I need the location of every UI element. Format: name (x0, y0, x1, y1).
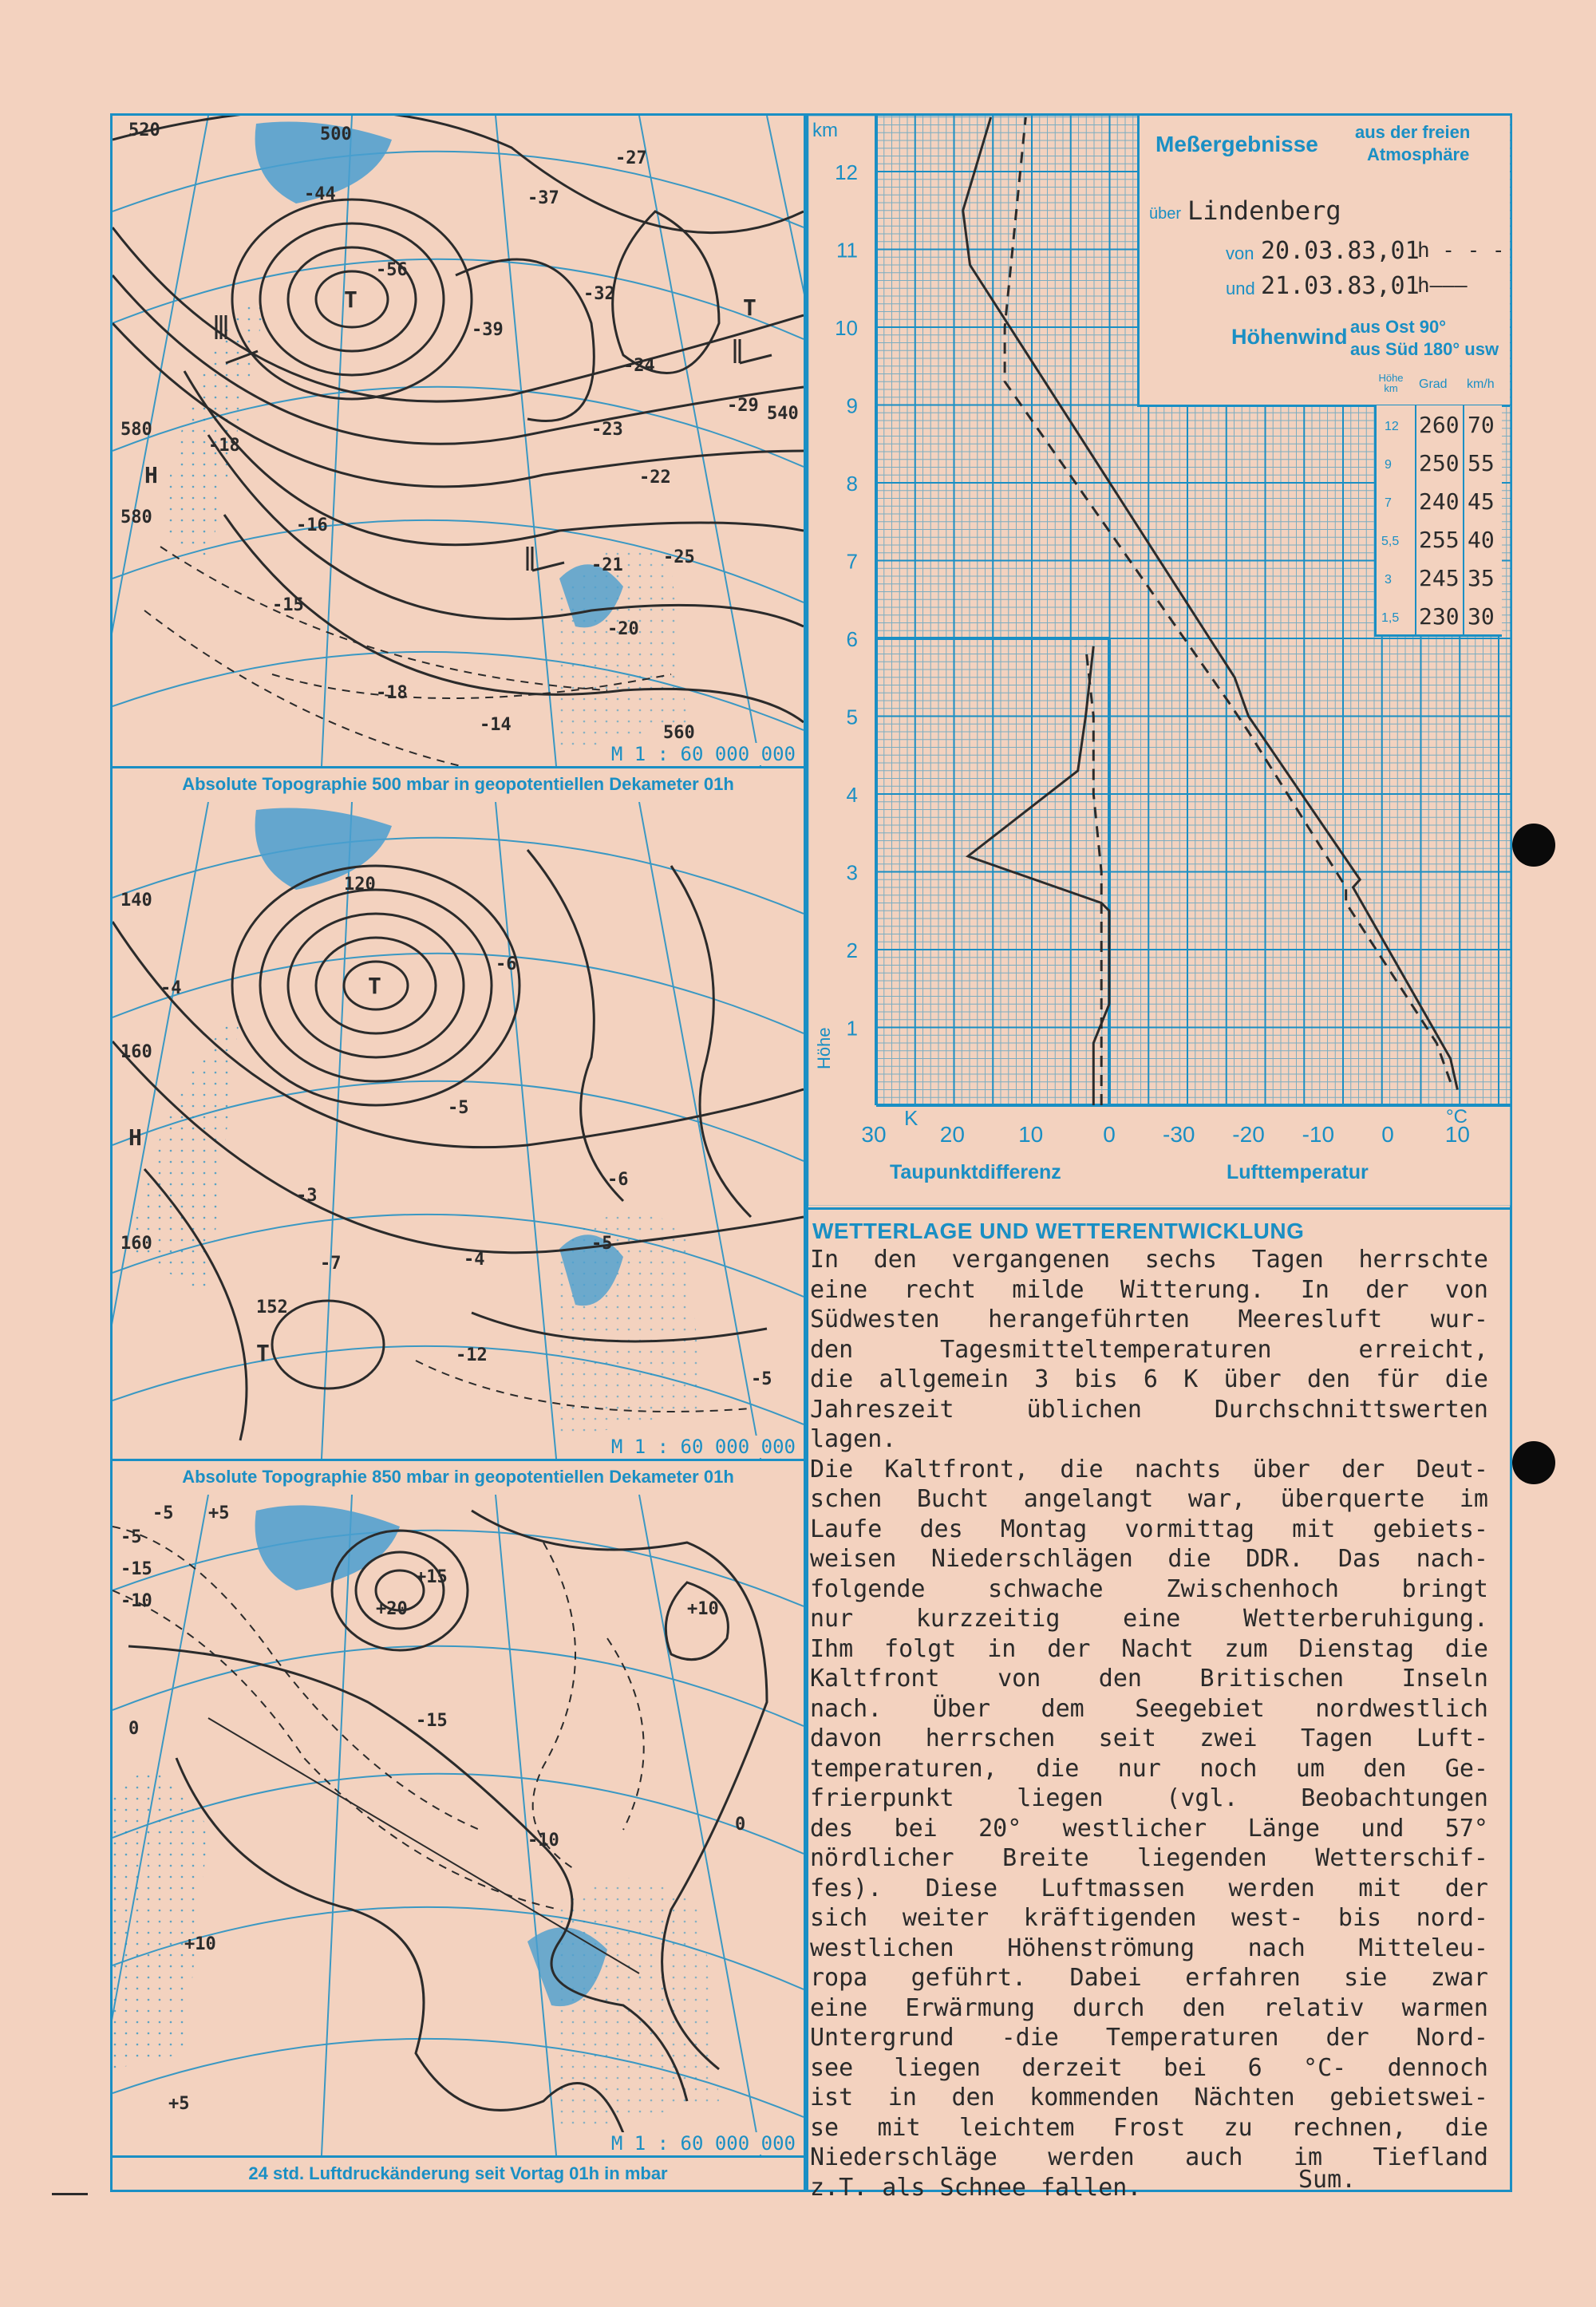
map-850mbar-caption: Absolute Topographie 850 mbar in geopotentiellen Dekameter 01h (113, 1459, 804, 1493)
svg-text:-18: -18 (376, 683, 408, 703)
wind-row (1377, 405, 1502, 444)
svg-text:160: 160 (120, 1042, 152, 1062)
binder-hole-bottom (1512, 1441, 1555, 1484)
svg-text:500: 500 (320, 124, 352, 144)
header-title: Meßergebnisse (1156, 132, 1318, 156)
svg-text:-22: -22 (639, 468, 671, 488)
text-section-divider (806, 1207, 1512, 1210)
svg-text:0: 0 (128, 1719, 140, 1739)
signature: Sum. (1298, 2166, 1357, 2194)
x-tick-dewpoint: 10 (1018, 1122, 1044, 1147)
col-kmh-header: km/h (1467, 377, 1495, 391)
svg-text:+5: +5 (208, 1503, 230, 1523)
svg-text:-7: -7 (320, 1254, 342, 1274)
svg-text:H: H (144, 462, 158, 488)
svg-text:-16: -16 (296, 516, 328, 535)
svg-text:-56: -56 (376, 260, 408, 280)
wind-title: Höhenwind (1231, 325, 1348, 349)
text-line: Ihm folgt in der Nacht zum Dienstag die (810, 1634, 1488, 1663)
text-line: ropa geführt. Dabei erfahren sie zwar (810, 1964, 1488, 1992)
text-line: den Tagesmitteltemperaturen erreicht, (810, 1335, 1488, 1364)
svg-text:-3: -3 (296, 1186, 318, 1206)
y-tick-label: 12 (835, 160, 858, 184)
map-850mbar-drawing (113, 802, 804, 1493)
x-label-temperature: Lufttemperatur (1227, 1161, 1369, 1183)
text-line: se mit leichtem Frost zu rechnen, die (810, 2113, 1488, 2142)
y-tick-label: 3 (846, 860, 858, 885)
unit-C: °C (1446, 1106, 1468, 1128)
svg-text:-5: -5 (751, 1369, 772, 1389)
text-line: In den vergangenen sechs Tagen herrschte (810, 1246, 1488, 1274)
text-line: frierpunkt liegen (vgl. Beobachtungen (810, 1784, 1488, 1812)
x-tick-dewpoint: 0 (1103, 1122, 1116, 1147)
wind-height: 5,5 (1381, 535, 1400, 548)
sounding-header-box (1137, 116, 1510, 407)
svg-text:+5: +5 (168, 2094, 190, 2114)
wind-note-1: aus Ost 90° (1350, 317, 1447, 337)
svg-text:-20: -20 (607, 619, 639, 639)
text-line: fes). Diese Luftmassen werden mit der (810, 1874, 1488, 1902)
map-500mbar (113, 116, 804, 800)
wind-note-2: aus Süd 180° usw (1350, 339, 1499, 359)
y-tick-label: 5 (846, 705, 858, 729)
text-line: ist in den kommenden Nächten gebietswei- (810, 2084, 1488, 2111)
svg-text:T: T (256, 1340, 270, 1366)
over-label: über (1149, 205, 1182, 223)
col-height-header: Höhe km (1378, 372, 1404, 394)
svg-text:-5: -5 (448, 1098, 469, 1118)
text-line: nach. Über dem Seegebiet nordwestlich (810, 1694, 1488, 1723)
text-line: schen Bucht angelangt war, überquerte im (810, 1485, 1488, 1513)
text-line: nur kurzzeitig eine Wetterberuhigung. (810, 1605, 1488, 1633)
text-line: Jahreszeit üblichen Durchschnittswerten (810, 1395, 1488, 1424)
text-line: westlichen Höhenströmung nach Mitteleu- (810, 1934, 1488, 1962)
text-line: sich weiter kräftigenden west- bis nord- (810, 1904, 1488, 1932)
svg-text:-15: -15 (120, 1559, 152, 1579)
svg-text:-32: -32 (583, 284, 615, 304)
svg-text:-27: -27 (615, 148, 647, 168)
text-line: Die Kaltfront, die nachts über der Deut- (810, 1455, 1488, 1483)
y-tick-label: 4 (846, 783, 858, 807)
wind-height: 12 (1385, 420, 1399, 433)
x-tick-temperature: 0 (1381, 1122, 1394, 1147)
svg-text:-6: -6 (496, 954, 517, 974)
wind-row (1377, 520, 1502, 559)
svg-text:520: 520 (128, 120, 160, 140)
y-tick-label: 8 (846, 472, 858, 496)
svg-text:+20: +20 (376, 1599, 408, 1619)
text-line: z.T. als Schnee fallen. (810, 2173, 1142, 2202)
svg-text:-37: -37 (527, 188, 559, 208)
svg-text:T: T (344, 286, 358, 313)
text-line: Südwesten herangeführten Meeresluft wur- (810, 1306, 1488, 1333)
and-label: und (1226, 278, 1255, 298)
wind-direction: 230 (1419, 603, 1460, 630)
svg-text:-15: -15 (416, 1711, 448, 1731)
wind-height: 7 (1385, 496, 1392, 510)
svg-text:-5: -5 (120, 1527, 142, 1547)
svg-text:-5: -5 (152, 1503, 174, 1523)
wind-table (1374, 405, 1502, 637)
wind-direction: 250 (1419, 450, 1460, 476)
svg-text:T: T (743, 294, 757, 321)
svg-text:-12: -12 (456, 1345, 488, 1365)
y-tick-label: 9 (846, 393, 858, 418)
text-line: Kaltfront von den Britischen Inseln (810, 1665, 1488, 1693)
svg-text:-44: -44 (304, 184, 336, 204)
from-date: 20.03.83,01 (1261, 237, 1420, 265)
svg-text:-15: -15 (272, 595, 304, 615)
wind-speed: 45 (1468, 488, 1495, 515)
svg-text:-14: -14 (480, 715, 512, 735)
svg-text:T: T (368, 973, 381, 999)
y-axis-unit: km (812, 120, 838, 141)
svg-text:-6: -6 (607, 1170, 629, 1190)
from-label: von (1226, 243, 1254, 263)
x-tick-temperature: -20 (1232, 1122, 1265, 1147)
map-500mbar-caption: Absolute Topographie 500 mbar in geopotentiellen Dekameter 01h (113, 766, 804, 800)
x-tick-temperature: 10 (1444, 1122, 1470, 1147)
map-pressure-change-scale: M 1 : 60 000 000 (608, 2132, 799, 2155)
svg-text:+10: +10 (184, 1934, 216, 1954)
text-line: nördlicher Breite liegenden Wetterschif- (810, 1844, 1488, 1872)
svg-text:580: 580 (120, 420, 152, 440)
map-500mbar-drawing (113, 116, 804, 800)
wind-speed: 30 (1468, 603, 1495, 630)
from-suffix: h - - - (1417, 239, 1505, 263)
wind-speed: 70 (1468, 412, 1495, 438)
svg-text:+10: +10 (687, 1599, 719, 1619)
text-line: see liegen derzeit bei 6 °C- dennoch (810, 2053, 1488, 2082)
text-line: eine recht milde Witterung. In der von (810, 1275, 1488, 1304)
svg-text:120: 120 (344, 875, 376, 895)
svg-text:-5: -5 (591, 1234, 613, 1254)
svg-text:140: 140 (120, 891, 152, 911)
wind-direction: 245 (1419, 565, 1460, 591)
text-line: davon herrschen seit zwei Tagen Luft- (810, 1724, 1488, 1752)
y-axis-title: Höhe (814, 1027, 834, 1069)
text-line: die allgemein 3 bis 6 K über den für die (810, 1365, 1488, 1393)
and-suffix: h——— (1417, 274, 1468, 298)
col-deg-header: Grad (1419, 377, 1448, 391)
text-line: des bei 20° westlicher Länge und 57° (810, 1814, 1488, 1843)
wind-speed: 55 (1468, 450, 1495, 476)
y-tick-label: 10 (835, 316, 858, 340)
text-line: lagen. (810, 1425, 897, 1453)
wind-height: 1,5 (1381, 611, 1400, 625)
svg-text:-4: -4 (160, 978, 182, 998)
text-line: temperaturen, die nur noch um den Ge- (810, 1754, 1488, 1783)
x-tick-dewpoint: 20 (939, 1122, 965, 1147)
svg-text:-4: -4 (464, 1250, 485, 1270)
svg-text:+15: +15 (416, 1567, 448, 1587)
wind-speed: 35 (1468, 565, 1495, 591)
wind-direction: 240 (1419, 488, 1460, 515)
map-850mbar-scale: M 1 : 60 000 000 (608, 1436, 799, 1458)
wind-row (1377, 444, 1502, 482)
y-tick-label: 1 (846, 1016, 858, 1041)
wind-row (1377, 597, 1502, 635)
svg-text:-21: -21 (591, 555, 623, 575)
svg-text:160: 160 (120, 1234, 152, 1254)
and-date: 21.03.83,01 (1261, 272, 1420, 300)
text-line: weisen Niederschlägen die DDR. Das nach- (810, 1545, 1488, 1573)
text-line: eine Erwärmung durch den relativ warmen (810, 1993, 1488, 2022)
svg-text:-10: -10 (527, 1831, 559, 1851)
header-sub-1: aus der freien (1355, 122, 1471, 142)
wind-direction: 255 (1419, 527, 1460, 553)
text-line: Laufe des Montag vormittag mit gebiets- (810, 1515, 1488, 1543)
svg-text:152: 152 (256, 1298, 288, 1317)
x-tick-temperature: -10 (1302, 1122, 1335, 1147)
y-tick-label: 6 (846, 627, 858, 651)
wind-direction: 260 (1419, 412, 1460, 438)
map-500mbar-scale: M 1 : 60 000 000 (608, 743, 799, 765)
y-tick-label: 11 (836, 238, 858, 263)
svg-text:-24: -24 (623, 356, 655, 376)
x-label-dewpoint: Taupunktdifferenz (890, 1161, 1061, 1183)
unit-K: K (904, 1106, 918, 1130)
wind-row (1377, 482, 1502, 520)
x-tick-dewpoint: 30 (861, 1122, 887, 1147)
weather-text (810, 1245, 1488, 2202)
svg-text:H: H (128, 1124, 142, 1151)
wind-row (1377, 559, 1502, 597)
svg-text:-29: -29 (727, 396, 759, 416)
map-pressure-change (113, 1495, 804, 2190)
svg-text:0: 0 (735, 1815, 746, 1835)
weather-heading: WETTERLAGE UND WETTERENTWICKLUNG (812, 1219, 1305, 1243)
binder-hole-top (1512, 824, 1555, 867)
svg-text:560: 560 (663, 723, 695, 743)
map-pressure-change-drawing (113, 1495, 804, 2190)
svg-text:580: 580 (120, 508, 152, 527)
wind-height: 3 (1385, 573, 1392, 587)
svg-text:540: 540 (767, 404, 799, 424)
map-850mbar (113, 802, 804, 1493)
wind-speed: 40 (1468, 527, 1495, 553)
svg-text:-39: -39 (472, 320, 504, 340)
y-tick-label: 2 (846, 938, 858, 962)
svg-text:-23: -23 (591, 420, 623, 440)
fold-mark (52, 2193, 88, 2195)
y-tick-label: 7 (846, 549, 858, 574)
x-tick-temperature: -30 (1163, 1122, 1195, 1147)
header-sub-2: Atmosphäre (1367, 144, 1470, 164)
text-line: folgende schwache Zwischenhoch bringt (810, 1574, 1488, 1603)
text-line: Niederschläge werden auch im Tiefland (810, 2143, 1488, 2171)
map-pressure-change-caption: 24 std. Luftdruckänderung seit Vortag 01h in mbar (113, 2155, 804, 2190)
station-name: Lindenberg (1187, 196, 1341, 226)
svg-text:-25: -25 (663, 547, 695, 567)
text-line: Untergrund -die Temperaturen der Nord- (810, 2024, 1488, 2052)
svg-text:-10: -10 (120, 1591, 152, 1611)
svg-text:-18: -18 (208, 436, 240, 456)
wind-height: 9 (1385, 458, 1392, 472)
